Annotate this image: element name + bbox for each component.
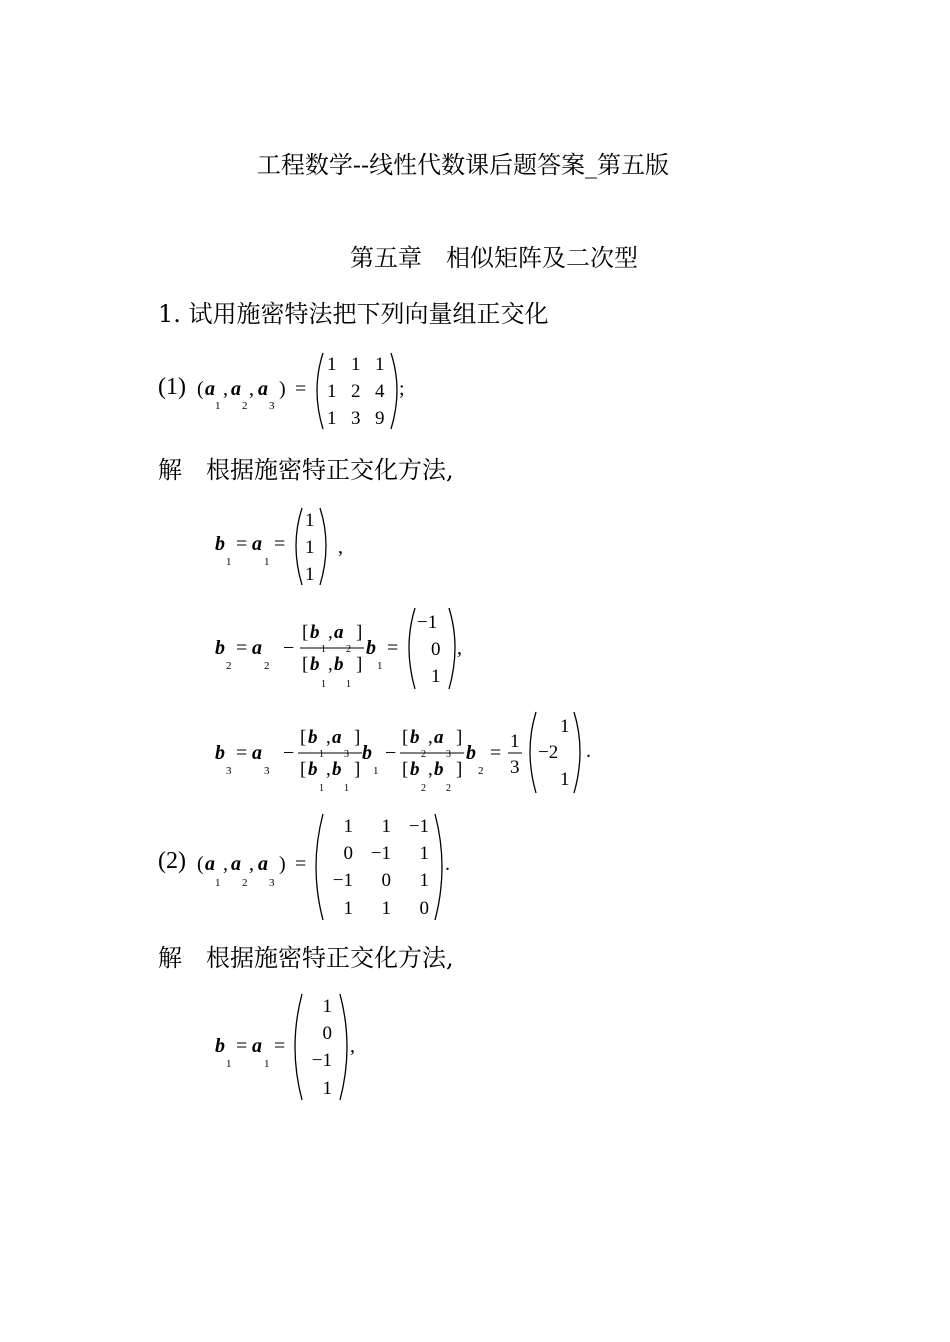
svg-text:b: b	[308, 727, 318, 748]
svg-text:0: 0	[343, 843, 353, 864]
svg-text:;: ;	[399, 378, 405, 400]
svg-text:1: 1	[305, 510, 315, 531]
svg-text:1: 1	[215, 877, 221, 889]
svg-text:,: ,	[350, 1035, 355, 1057]
svg-text:b: b	[362, 742, 372, 764]
equation-part1	[155, 345, 455, 440]
svg-text:2: 2	[421, 749, 426, 760]
svg-text:−: −	[283, 742, 295, 764]
svg-text:1: 1	[305, 537, 315, 558]
m1-r1c2: 4	[375, 381, 385, 402]
m1-r2c0: 1	[327, 408, 337, 429]
svg-text:=: =	[490, 742, 502, 764]
svg-text:a: a	[434, 727, 444, 748]
svg-text:1: 1	[431, 666, 441, 687]
svg-text:3: 3	[269, 877, 275, 889]
svg-text:2: 2	[478, 765, 484, 777]
m1-r1c0: 1	[327, 381, 337, 402]
svg-text:,: ,	[223, 378, 228, 400]
svg-text:[: [	[302, 622, 309, 643]
svg-text:[: [	[300, 759, 307, 780]
svg-text:b: b	[215, 742, 225, 764]
svg-text:b: b	[434, 759, 444, 780]
svg-text:3: 3	[446, 749, 451, 760]
equation-b3-part1	[210, 707, 610, 797]
svg-text:b: b	[310, 622, 320, 643]
svg-text:,: ,	[428, 759, 433, 780]
svg-text:]: ]	[356, 654, 363, 675]
m1-r1c1: 2	[351, 381, 361, 402]
svg-text:b: b	[410, 727, 420, 748]
svg-text:(2): (2)	[158, 848, 186, 874]
svg-text:1: 1	[322, 1078, 332, 1099]
solution-label-1: 解 根据施密特正交化方法,	[158, 456, 454, 484]
svg-text:3: 3	[226, 765, 232, 777]
svg-text:2: 2	[242, 400, 248, 412]
svg-text:1: 1	[322, 996, 332, 1017]
svg-text:0: 0	[322, 1023, 332, 1044]
svg-text:−1: −1	[332, 870, 353, 891]
svg-text:[: [	[402, 727, 409, 748]
svg-text:1: 1	[215, 400, 221, 412]
svg-text:,: ,	[249, 853, 254, 875]
svg-text:=: =	[236, 533, 248, 555]
svg-text:1: 1	[377, 660, 383, 672]
svg-text:.: .	[586, 740, 591, 762]
m1-r2c1: 3	[351, 408, 361, 429]
svg-text:): )	[279, 853, 286, 875]
solution-label-2: 解 根据施密特正交化方法,	[158, 944, 454, 972]
svg-text:1: 1	[321, 644, 326, 655]
svg-text:1: 1	[264, 556, 270, 568]
svg-text:]: ]	[456, 759, 463, 780]
svg-text:,: ,	[326, 727, 331, 748]
svg-text:a: a	[258, 378, 268, 400]
svg-text:1: 1	[381, 898, 391, 919]
svg-text:=: =	[295, 853, 307, 875]
document-title: 工程数学--线性代数课后题答案_第五版	[256, 151, 670, 179]
svg-text:1: 1	[305, 564, 315, 585]
svg-text:a: a	[252, 742, 262, 764]
svg-text:−1: −1	[370, 843, 391, 864]
svg-text:−2: −2	[538, 742, 559, 763]
svg-text:b: b	[410, 759, 420, 780]
svg-text:a: a	[252, 637, 262, 659]
svg-text:=: =	[274, 1035, 286, 1057]
svg-text:1: 1	[319, 749, 324, 760]
svg-text:b: b	[366, 637, 376, 659]
svg-text:−1: −1	[311, 1050, 332, 1071]
svg-text:b: b	[215, 637, 225, 659]
svg-text:−: −	[385, 742, 397, 764]
svg-text:1: 1	[343, 898, 353, 919]
svg-text:2: 2	[242, 877, 248, 889]
svg-text:3: 3	[264, 765, 270, 777]
svg-text:b: b	[466, 742, 476, 764]
svg-text:a: a	[258, 853, 268, 875]
m1-r0c1: 1	[351, 354, 361, 375]
svg-text:a: a	[205, 853, 215, 875]
svg-text:=: =	[236, 637, 248, 659]
svg-text:3: 3	[344, 749, 349, 760]
svg-text:3: 3	[269, 400, 275, 412]
svg-text:]: ]	[456, 727, 463, 748]
m1-r2c2: 9	[375, 408, 385, 429]
svg-text:a: a	[231, 378, 241, 400]
svg-text:]: ]	[354, 727, 361, 748]
svg-text:1: 1	[226, 1058, 232, 1070]
equation-b1-part2	[210, 990, 410, 1105]
m1-r0c2: 1	[375, 354, 385, 375]
svg-text:,: ,	[328, 654, 333, 675]
problem-statement: 1. 试用施密特法把下列向量组正交化	[158, 300, 549, 328]
svg-text:,: ,	[223, 853, 228, 875]
chapter-heading: 第五章 相似矩阵及二次型	[350, 244, 638, 272]
svg-text:1: 1	[373, 765, 379, 777]
svg-text:,: ,	[326, 759, 331, 780]
svg-text:b: b	[332, 759, 342, 780]
svg-text:=: =	[274, 533, 286, 555]
svg-text:2: 2	[446, 783, 451, 794]
svg-text:−1: −1	[417, 612, 438, 633]
part-label: (1)	[158, 374, 186, 400]
svg-text:2: 2	[264, 660, 270, 672]
svg-text:[: [	[300, 727, 307, 748]
svg-text:=: =	[387, 637, 399, 659]
svg-text:0: 0	[431, 639, 441, 660]
svg-text:a: a	[332, 727, 342, 748]
svg-text:1: 1	[419, 870, 429, 891]
svg-text:1: 1	[560, 769, 570, 790]
svg-text:2: 2	[421, 783, 426, 794]
svg-text:(: (	[197, 378, 204, 400]
svg-text:1: 1	[419, 843, 429, 864]
svg-text:(: (	[197, 853, 204, 875]
svg-text:b: b	[334, 654, 344, 675]
svg-text:b: b	[215, 533, 225, 555]
svg-text:b: b	[310, 654, 320, 675]
svg-text:1: 1	[321, 679, 326, 690]
equation-b2-part1	[210, 605, 510, 695]
svg-text:]: ]	[356, 622, 363, 643]
svg-text:1: 1	[264, 1058, 270, 1070]
svg-text:1: 1	[346, 679, 351, 690]
svg-text:2: 2	[346, 644, 351, 655]
svg-text:2: 2	[226, 660, 232, 672]
svg-text:,: ,	[428, 727, 433, 748]
svg-text:,: ,	[338, 536, 343, 558]
svg-text:1: 1	[226, 556, 232, 568]
svg-text:−: −	[283, 637, 295, 659]
svg-text:b: b	[308, 759, 318, 780]
m1-r0c0: 1	[327, 354, 337, 375]
svg-text:1: 1	[560, 716, 570, 737]
svg-text:,: ,	[249, 378, 254, 400]
svg-text:a: a	[231, 853, 241, 875]
equation-part2	[155, 810, 475, 925]
svg-text:=: =	[295, 378, 307, 400]
svg-text:a: a	[252, 1035, 262, 1057]
svg-text:a: a	[334, 622, 344, 643]
svg-text:,: ,	[457, 637, 462, 659]
svg-text:1: 1	[343, 816, 353, 837]
svg-text:=: =	[236, 742, 248, 764]
svg-text:a: a	[205, 378, 215, 400]
svg-text:]: ]	[354, 759, 361, 780]
svg-text:=: =	[236, 1035, 248, 1057]
svg-text:b: b	[215, 1035, 225, 1057]
svg-text:a: a	[252, 533, 262, 555]
svg-text:): )	[279, 378, 286, 400]
svg-text:1: 1	[319, 783, 324, 794]
svg-text:,: ,	[328, 622, 333, 643]
svg-text:0: 0	[381, 870, 391, 891]
svg-text:.: .	[445, 853, 450, 875]
svg-text:−1: −1	[408, 816, 429, 837]
svg-text:[: [	[402, 759, 409, 780]
svg-text:1: 1	[510, 731, 520, 752]
equation-b1-part1	[210, 505, 410, 595]
svg-text:3: 3	[510, 757, 520, 778]
svg-text:1: 1	[381, 816, 391, 837]
svg-text:0: 0	[419, 898, 429, 919]
svg-text:[: [	[302, 654, 309, 675]
svg-text:1: 1	[344, 783, 349, 794]
